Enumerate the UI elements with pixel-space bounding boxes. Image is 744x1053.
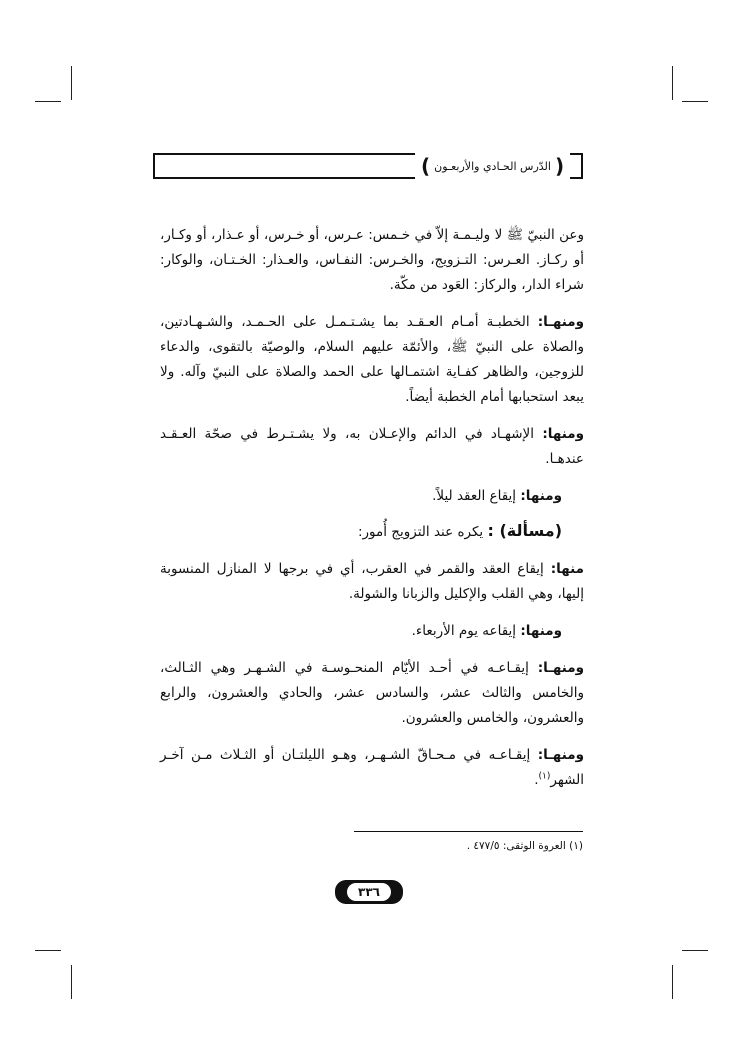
paragraph-7 <box>160 656 584 731</box>
issue-label: (مسألة) : <box>487 521 562 540</box>
lesson-title: الدّرس الحـادي والأربعـون <box>434 159 551 173</box>
header-close-paren: ) <box>421 154 431 178</box>
paragraph-3-label: ومنها: <box>542 426 584 442</box>
running-header <box>415 153 570 179</box>
paragraph-2-text: الخطبـة أمـام العـقـد بما يشـتـمـل على الحـمـد، والشـهـادتين، والصلاة على النبيّ ﷺ، والأئمّة عليهم السلام، والوصيّة بالتقوى، والدعاء للزوجين، والظاهر كفـاية اشتمـالها على الحمد والصلاة على النبيّ وآله. ولا يبعد استحبابها أمام الخطبة أيضاً. <box>160 314 584 405</box>
crop-mark-top-left-horizontal <box>35 101 61 102</box>
footnote <box>300 838 583 854</box>
page-number: ٣٣٦ <box>347 883 391 901</box>
crop-mark-bottom-right-horizontal <box>682 950 708 951</box>
crop-mark-bottom-right-vertical <box>672 965 673 999</box>
paragraph-6 <box>160 619 584 644</box>
paragraph-6-label: ومنها: <box>520 623 562 639</box>
paragraph-1-text: وعن النبيّ ﷺ لا وليـمـة إلاّ في خـمس: عـرس، أو خـرس، أو عـذار، أو وكـار، أو ركـاز. العـرس: التـزويج، والخـرس: النفـاس، والعـذار: الخـتـان، والوكار: شراء الدار، والركاز: العَود من مكّة. <box>160 227 584 293</box>
paragraph-5-label: منها: <box>550 561 585 577</box>
issue-text: يكره عند التزويج أُمور: <box>357 524 484 540</box>
paragraph-3 <box>160 422 584 472</box>
crop-mark-top-right-horizontal <box>682 101 708 102</box>
paragraph-5 <box>160 557 584 607</box>
paragraph-2 <box>160 310 584 410</box>
footnote-divider <box>354 831 583 832</box>
paragraph-8-label: ومنهـا: <box>537 747 584 763</box>
paragraph-7-label: ومنهـا: <box>537 660 584 676</box>
footnote-reference[interactable]: (١) <box>538 771 551 782</box>
paragraph-2-label: ومنهـا: <box>537 314 584 330</box>
issue-line <box>160 518 584 545</box>
page-body <box>160 223 584 802</box>
paragraph-5-text: إيقاع العقد والقمر في العقرب، أي في برجها لا المنازل المنسوبة إليها، وهي القلب والإكليل والزبانا والشولة. <box>160 561 584 602</box>
paragraph-8 <box>160 743 584 793</box>
page-number-badge <box>335 880 403 904</box>
crop-mark-bottom-left-horizontal <box>35 950 61 951</box>
paragraph-4 <box>160 484 584 509</box>
crop-mark-top-left-vertical <box>71 66 72 100</box>
footnote-text: (١) العروة الوثقى: ٤٧٧/٥ . <box>466 840 583 852</box>
crop-mark-bottom-left-vertical <box>71 965 72 999</box>
paragraph-6-text: إيقاعه يوم الأربعاء. <box>411 623 517 639</box>
paragraph-4-text: إيقاع العقد ليلاً. <box>432 488 517 504</box>
paragraph-4-label: ومنها: <box>520 488 562 504</box>
crop-mark-top-right-vertical <box>672 66 673 100</box>
header-open-paren: ( <box>554 154 565 178</box>
paragraph-3-text: الإشهـاد في الدائم والإعـلان به، ولا يشـتـرط في صحّة العـقـد عندهـا. <box>160 426 584 467</box>
paragraph-1 <box>160 223 584 298</box>
paragraph-8-end: . <box>534 772 539 788</box>
paragraph-8-text: إيقـاعـه في مـحـاقّ الشـهـر، وهـو الليلتـان أو الثـلاث مـن آخـر الشهر <box>160 747 584 788</box>
paragraph-7-text: إيقـاعـه في أحـد الأيّام المنحـوسـة في الشـهـر وهي الثـالث، والخامس والثالث عشر، والسادس عشر، والحادي والعشرون، والرابع والعشرون، والخامس والعشرون. <box>160 660 584 726</box>
